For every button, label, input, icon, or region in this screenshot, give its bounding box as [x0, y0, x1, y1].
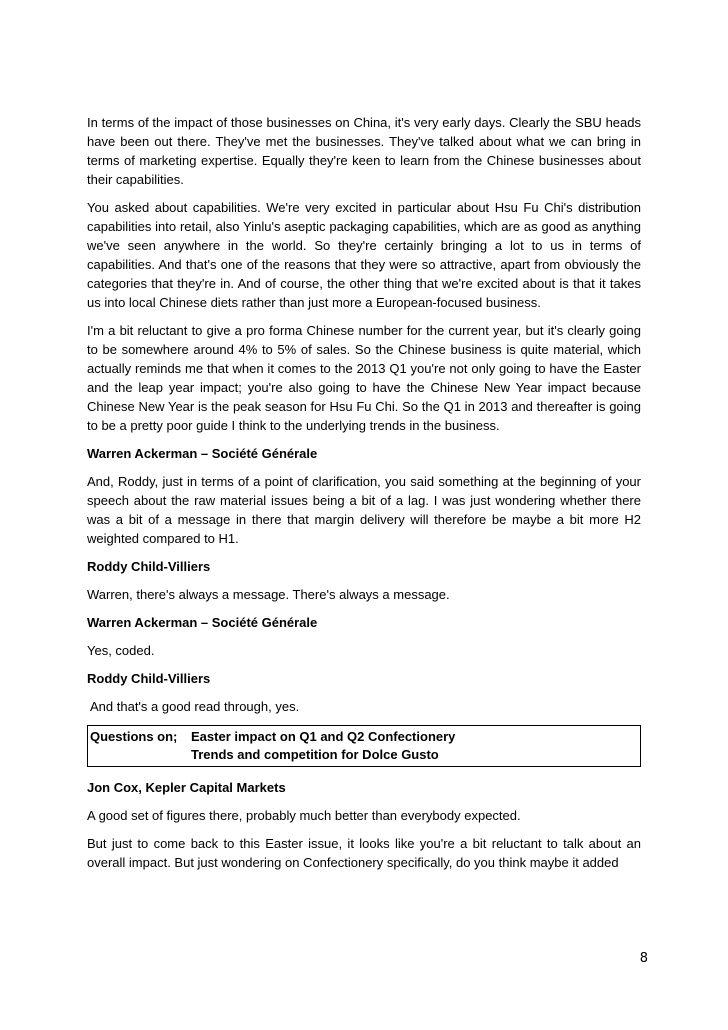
speaker-warren-ackerman: Warren Ackerman – Société Générale — [87, 446, 318, 461]
paragraph-china-impact: In terms of the impact of those businesses on China, it's very early days. Clearly the SBU heads have been out there. They've met the businesses. They've talked about what we can bring in terms of marketing expertise. Equally they're keen to learn from the Chinese businesses about their capabilities. — [87, 115, 641, 187]
paragraph-always-a-message: Warren, there's always a message. There's always a message. — [87, 587, 450, 602]
speaker-roddy-child-villiers: Roddy Child-Villiers — [87, 559, 211, 574]
paragraph-good-read-through: And that's a good read through, yes. — [90, 699, 300, 714]
paragraph-clarification-question: And, Roddy, just in terms of a point of clarification, you said something at the beginning of your speech about the raw material issues being a bit of a lag. I was just wondering whether there was a bit of a message in there that margin delivery will therefore be maybe a bit more H2 weighted compared to H1. — [87, 474, 641, 546]
question-topic-dolce-gusto: Trends and competition for Dolce Gusto — [191, 747, 439, 762]
page-number: 8 — [639, 951, 648, 966]
paragraph-capabilities: You asked about capabilities. We're very excited in particular about Hsu Fu Chi's distribution capabilities into retail, also Yinlu's aseptic packaging capabilities, which are as good as anything we've seen anywhere in the world. So they're certainly bringing a lot to us in terms of capabilities. And that's one of the reasons that they were so attractive, apart from obviously the categories that they're in. And of course, the other thing that we're excited about is that it takes us into local Chinese diets rather than just more a European-focused business. — [87, 200, 641, 310]
questions-label: Questions on; — [90, 729, 178, 744]
paragraph-good-set-of-figures: A good set of figures there, probably much better than everybody expected. — [87, 808, 521, 823]
speaker-roddy-child-villiers-2: Roddy Child-Villiers — [87, 671, 211, 686]
paragraph-chinese-number: I'm a bit reluctant to give a pro forma Chinese number for the current year, but it's clearly going to be somewhere around 4% to 5% of sales. So the Chinese business is quite material, which actually reminds me that when it comes to the 2013 Q1 you're not only going to have the Easter and the leap year impact; you're also going to have the Chinese New Year impact because Chinese New Year is the peak season for Hsu Fu Chi. So the Q1 in 2013 and thereafter is going to be a pretty poor guide I think to the underlying trends in the business. — [87, 323, 641, 433]
transcript-body — [87, 113, 641, 881]
questions-box — [87, 725, 641, 767]
questions-topics — [191, 728, 636, 764]
question-topic-easter: Easter impact on Q1 and Q2 Confectionery — [191, 729, 456, 744]
speaker-warren-ackerman-2: Warren Ackerman – Société Générale — [87, 615, 318, 630]
paragraph-easter-issue: But just to come back to this Easter issue, it looks like you're a bit reluctant to talk about an overall impact. But just wondering on Confectionery specifically, do you think maybe it added — [87, 836, 641, 870]
speaker-jon-cox: Jon Cox, Kepler Capital Markets — [87, 780, 286, 795]
paragraph-yes-coded: Yes, coded. — [87, 643, 155, 658]
